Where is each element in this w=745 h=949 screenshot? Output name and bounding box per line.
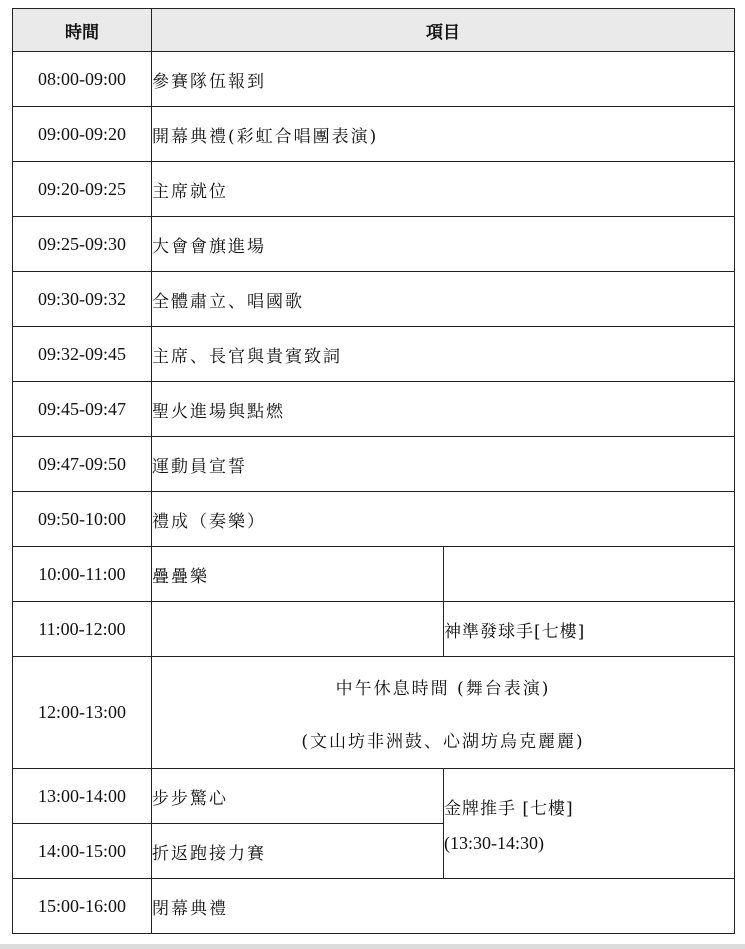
table-row [13, 769, 735, 824]
time-cell: 13:00-14:00 [13, 769, 152, 824]
item-cell: 開幕典禮(彩虹合唱團表演) [152, 107, 735, 162]
lunch-cell [152, 657, 735, 769]
header-time: 時間 [13, 9, 152, 52]
item-cell-right [444, 547, 735, 602]
header-item: 項目 [152, 9, 735, 52]
table-row [13, 162, 735, 217]
table-row [13, 327, 735, 382]
table-row [13, 547, 735, 602]
lunch-line-2: (文山坊非洲鼓、心湖坊烏克麗麗) [301, 731, 585, 752]
time-cell: 09:20-09:25 [13, 162, 152, 217]
item-cell: 大會會旗進場 [152, 217, 735, 272]
page-bottom-strip [0, 944, 745, 949]
table-row [13, 382, 735, 437]
schedule-table [12, 8, 735, 934]
table-row [13, 107, 735, 162]
item-cell: 全體肅立、唱國歌 [152, 272, 735, 327]
lunch-line-1: 中午休息時間 (舞台表演) [335, 678, 551, 699]
table-row [13, 217, 735, 272]
time-cell: 09:00-09:20 [13, 107, 152, 162]
right-merged-label: 金牌推手 [七樓] [444, 798, 574, 819]
table-row [13, 52, 735, 107]
time-cell: 09:32-09:45 [13, 327, 152, 382]
item-cell-left: 疊疊樂 [152, 547, 444, 602]
item-cell: 主席、長官與貴賓致詞 [152, 327, 735, 382]
item-cell: 參賽隊伍報到 [152, 52, 735, 107]
table-row [13, 437, 735, 492]
table-row [13, 602, 735, 657]
item-cell-right: 神準發球手[七樓] [444, 602, 735, 657]
time-cell: 12:00-13:00 [13, 657, 152, 769]
item-cell: 閉幕典禮 [152, 879, 735, 934]
right-merged-sub: (13:30-14:30) [444, 832, 544, 853]
item-cell-left [152, 602, 444, 657]
table-row [13, 492, 735, 547]
time-cell: 09:47-09:50 [13, 437, 152, 492]
header-row [13, 9, 735, 52]
table-row-lunch [13, 657, 735, 769]
item-cell: 主席就位 [152, 162, 735, 217]
table-row [13, 272, 735, 327]
item-cell: 運動員宣誓 [152, 437, 735, 492]
item-cell-left: 步步驚心 [152, 769, 444, 824]
item-cell: 禮成（奏樂） [152, 492, 735, 547]
time-cell: 09:30-09:32 [13, 272, 152, 327]
item-cell-left: 折返跑接力賽 [152, 824, 444, 879]
time-cell: 14:00-15:00 [13, 824, 152, 879]
time-cell: 09:50-10:00 [13, 492, 152, 547]
item-cell: 聖火進場與點燃 [152, 382, 735, 437]
item-cell-right-merged [444, 769, 735, 879]
table-row [13, 879, 735, 934]
time-cell: 08:00-09:00 [13, 52, 152, 107]
time-cell: 09:25-09:30 [13, 217, 152, 272]
time-cell: 10:00-11:00 [13, 547, 152, 602]
time-cell: 09:45-09:47 [13, 382, 152, 437]
time-cell: 11:00-12:00 [13, 602, 152, 657]
time-cell: 15:00-16:00 [13, 879, 152, 934]
